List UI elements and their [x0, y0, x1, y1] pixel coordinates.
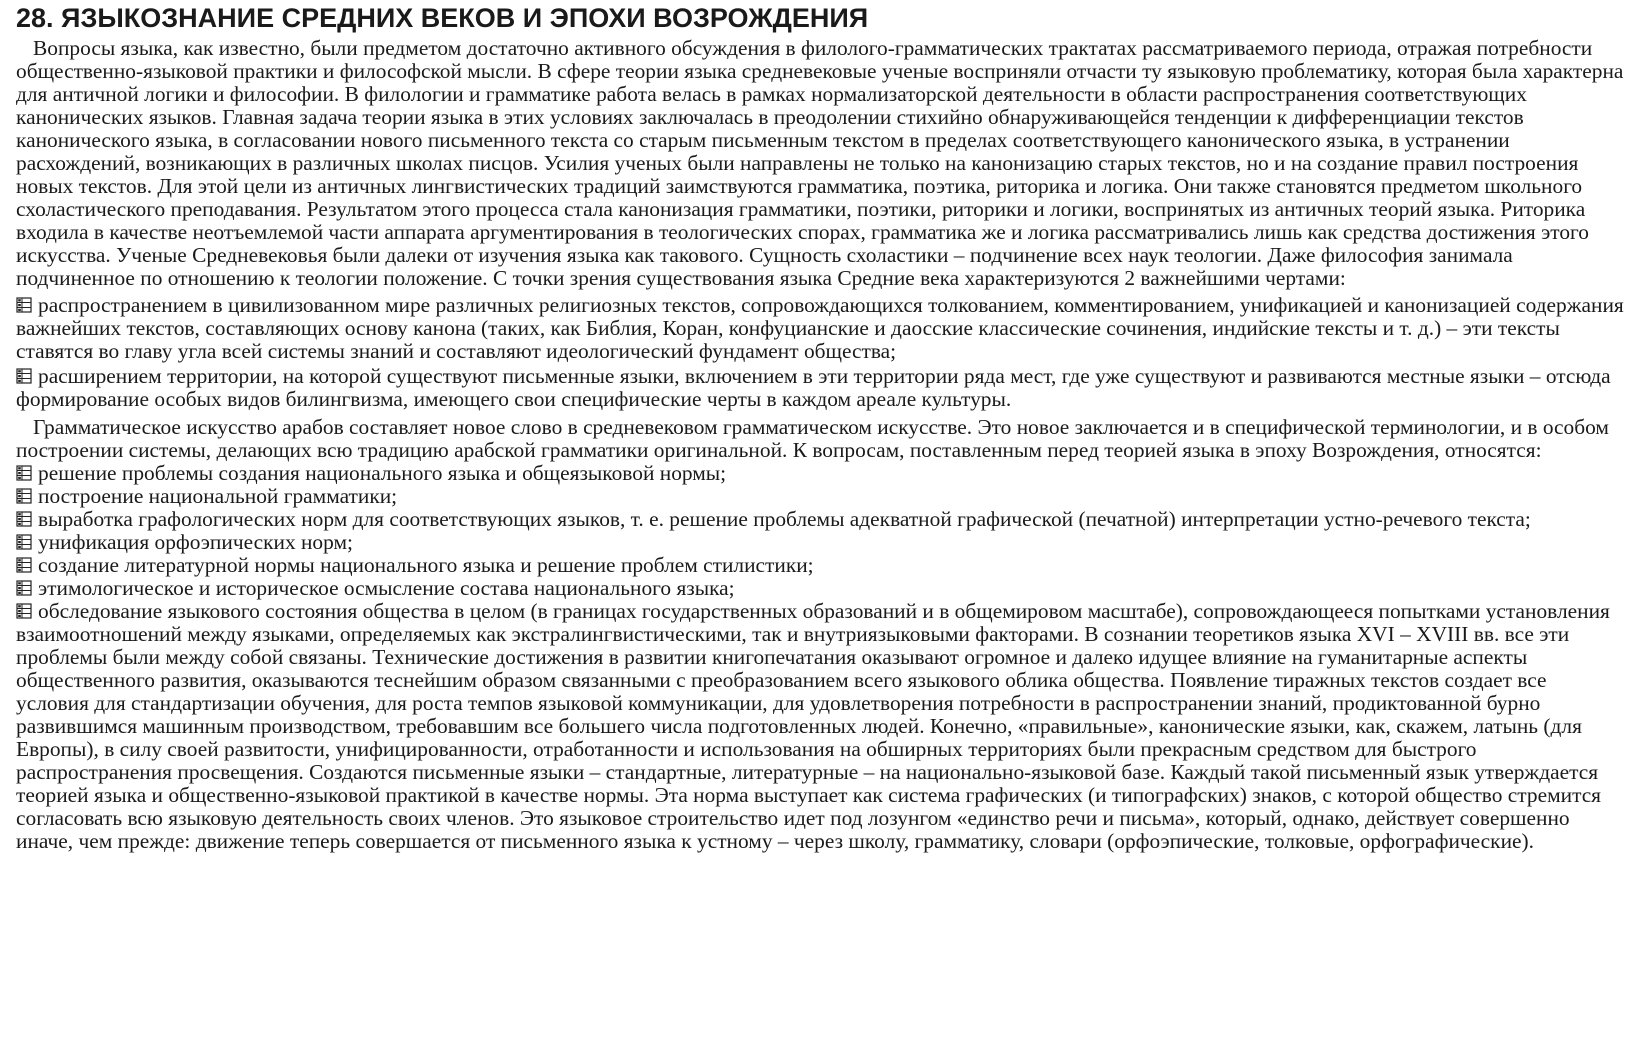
list-item-text: обследование языкового состояния общества в целом (в границах государственных образований и в общемировом масштабе), сопровождающееся попытками установления взаимоотношений между языками, определяемых как экстралингвистическими, так и внутриязыковыми факторами. В сознании теоретиков языка XVI – XVIII вв. все эти проблемы были между собой связаны. Технические достижения в развитии книгопечатания оказывают огромное и далеко идущее влияние на гуманитарные аспекты общественного развития, оказываются теснейшим образом связанными с преобразованием всего языкового облика общества. Появление тиражных текстов создает все условия для стандартизации обучения, для роста темпов языковой коммуникации, для удовлетворения потребности в распространении знаний, продиктованной бурно развившимся машинным производством, требовавшим все большего числа подготовленных людей. Конечно, «правильные», канонические языки, как, скажем, латынь (для Европы), в силу своей развитости, унифицированности, отработанности и использования на обширных территориях были прекрасным средством для быстрого распространения просвещения. Создаются письменные языки – стандартные, литературные – на национально-языковой базе. Каждый такой письменный язык утверждается теорией языка и общественно-языковой практикой в качестве нормы. Эта норма выступает как система графических (и типографских) знаков, с которой общество стремится согласовать всю языковую деятельность своих членов. Это языковое строительство идет под лозунгом «единство речи и письма», который, однако, действует совершенно иначе, чем прежде: движение теперь совершается от письменного языка к устному – через школу, грамматику, словари (орфоэпические, толковые, орфографические). — [16, 599, 1610, 853]
checklist-icon — [16, 297, 32, 313]
list-item — [16, 531, 1624, 554]
list-item — [16, 508, 1624, 531]
list-item — [16, 462, 1624, 485]
checklist-icon — [16, 368, 32, 384]
list-item — [16, 485, 1624, 508]
list-item — [16, 294, 1624, 363]
list-item — [16, 577, 1624, 600]
checklist-icon — [16, 557, 32, 573]
list-item-text: выработка графологических норм для соответствующих языков, т. е. решение проблемы адекватной графической (печатной) интерпретации устно-речевого текста; — [38, 507, 1531, 531]
middle-ages-features-list — [16, 294, 1624, 411]
document-body — [16, 37, 1624, 853]
renaissance-paragraph: Грамматическое искусство арабов составляет новое слово в средневековом грамматическом искусстве. Это новое заключается и в специфической терминологии, и в особом построении системы, делающих всю традицию арабской грамматики оригинальной. К вопросам, поставленным перед теорией языка в эпоху Возрождения, относятся: — [16, 415, 1609, 462]
checklist-icon — [16, 465, 32, 481]
list-item-text: расширением территории, на которой существуют письменные языки, включением в эти территории ряда мест, где уже существуют и развиваются местные языки – отсюда формирование особых видов билингвизма, имеющего свои специфические черты в каждом ареале культуры. — [16, 364, 1611, 411]
list-item-text: распространением в цивилизованном мире различных религиозных текстов, сопровождающихся толкованием, комментированием, унификацией и канонизацией содержания важнейших текстов, составляющих основу канона (таких, как Библия, Коран, конфуцианские и даосские классические сочинения, индийские тексты и т. д.) – эти тексты ставятся во главу угла всей системы знаний и составляют идеологический фундамент общества; — [16, 293, 1624, 363]
intro-paragraph: Вопросы языка, как известно, были предметом достаточно активного обсуждения в филолого-грамматических трактатах рассматриваемого периода, отражая потребности общественно-языковой практики и философской мысли. В сфере теории языка средневековые ученые восприняли отчасти ту языковую проблематику, которая была характерна для античной логики и философии. В филологии и грамматике работа велась в рамках нормализаторской деятельности в области распространения соответствующих канонических языков. Главная задача теории языка в этих условиях заключалась в преодолении стихийно обнаруживающейся тенденции к дифференциации текстов канонического языка, в согласовании нового письменного текста со старым письменным текстом в пределах соответствующего канонического языка, в устранении расхождений, возникающих в различных школах писцов. Усилия ученых были направлены не только на канонизацию старых текстов, но и на создание правил построения новых текстов. Для этой цели из античных лингвистических традиций заимствуются грамматика, поэтика, риторика и логика. Они также становятся предметом школьного схоластического преподавания. Результатом этого процесса стала канонизация грамматики, поэтики, риторики и логики, воспринятых из античных теорий языка. Риторика входила в качестве неотъемлемой части аппарата аргументирования в теологических спорах, грамматика же и логика рассматривались лишь как средства достижения этого искусства. Ученые Средневековья были далеки от изучения языка как такового. Сущность схоластики – подчинение всех наук теологии. Даже философия занимала подчиненное по отношению к теологии положение. С точки зрения существования языка Средние века характеризуются 2 важнейшими чертами: — [16, 36, 1624, 290]
checklist-icon — [16, 603, 32, 619]
renaissance-issues-list — [16, 462, 1624, 853]
list-item — [16, 554, 1624, 577]
checklist-icon — [16, 511, 32, 527]
checklist-icon — [16, 488, 32, 504]
checklist-icon — [16, 534, 32, 550]
list-item-text: этимологическое и историческое осмысление состава национального языка; — [38, 576, 735, 600]
list-item-text: унификация орфоэпических норм; — [38, 530, 353, 554]
list-item — [16, 600, 1624, 853]
list-item — [16, 365, 1624, 411]
list-item-text: решение проблемы создания национального языка и общеязыковой нормы; — [38, 461, 727, 485]
checklist-icon — [16, 580, 32, 596]
page-title: 28. ЯЗЫКОЗНАНИЕ СРЕДНИХ ВЕКОВ И ЭПОХИ ВОЗРОЖДЕНИЯ — [16, 3, 869, 33]
list-item-text: построение национальной грамматики; — [38, 484, 398, 508]
list-item-text: создание литературной нормы национального языка и решение проблем стилистики; — [38, 553, 814, 577]
